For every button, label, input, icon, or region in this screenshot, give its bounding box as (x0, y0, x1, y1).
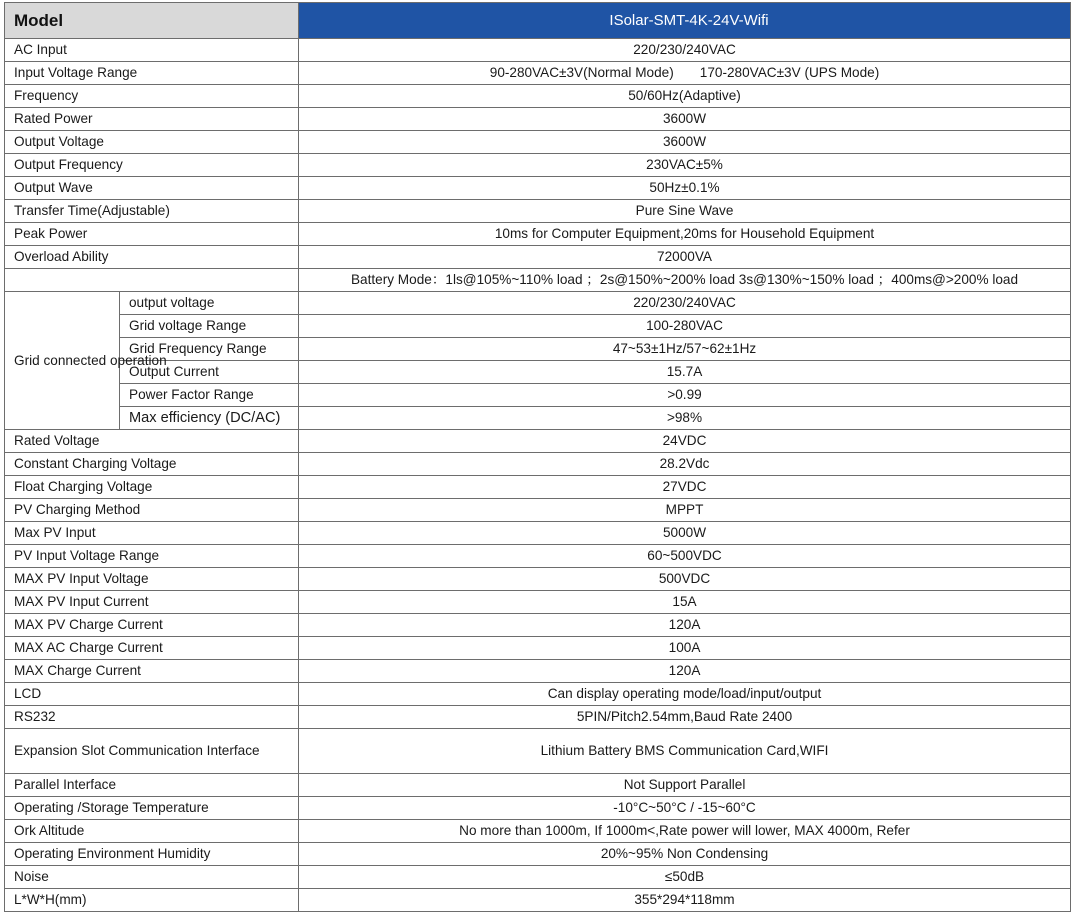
row-value: 10ms for Computer Equipment,20ms for Household Equipment (299, 223, 1071, 246)
row-label: Max PV Input (5, 522, 299, 545)
row-label: MAX Charge Current (5, 660, 299, 683)
grid-sub-value: 15.7A (299, 361, 1071, 384)
spec-row (5, 843, 1071, 866)
row-label: Frequency (5, 85, 299, 108)
grid-row (5, 384, 1071, 407)
row-value: 50Hz±0.1% (299, 177, 1071, 200)
row-label: PV Charging Method (5, 499, 299, 522)
row-value: 28.2Vdc (299, 453, 1071, 476)
row-value: 120A (299, 614, 1071, 637)
row-value: No more than 1000m, If 1000m<,Rate power will lower, MAX 4000m, Refer (299, 820, 1071, 843)
row-value: Not Support Parallel (299, 774, 1071, 797)
row-value: MPPT (299, 499, 1071, 522)
row-value: 3600W (299, 131, 1071, 154)
spec-row (5, 568, 1071, 591)
row-label: Rated Power (5, 108, 299, 131)
spec-row (5, 246, 1071, 269)
row-value: 60~500VDC (299, 545, 1071, 568)
row-label: MAX AC Charge Current (5, 637, 299, 660)
row-label: Peak Power (5, 223, 299, 246)
spec-row (5, 85, 1071, 108)
model-label: Model (5, 3, 299, 39)
row-value: 3600W (299, 108, 1071, 131)
grid-group-label: Grid connected operation (5, 292, 120, 430)
row-label: LCD (5, 683, 299, 706)
row-label: Rated Voltage (5, 430, 299, 453)
spec-row (5, 545, 1071, 568)
row-label: Operating /Storage Temperature (5, 797, 299, 820)
row-label: Expansion Slot Communication Interface (5, 729, 299, 774)
row-label: Output Voltage (5, 131, 299, 154)
spec-row (5, 614, 1071, 637)
row-value: Lithium Battery BMS Communication Card,WIFI (299, 729, 1071, 774)
spec-row (5, 797, 1071, 820)
grid-row (5, 361, 1071, 384)
grid-sub-label: Grid voltage Range (120, 315, 299, 338)
grid-row (5, 315, 1071, 338)
row-value: 72000VA (299, 246, 1071, 269)
spec-row (5, 499, 1071, 522)
row-label: Constant Charging Voltage (5, 453, 299, 476)
grid-sub-value: 100-280VAC (299, 315, 1071, 338)
row-label: Float Charging Voltage (5, 476, 299, 499)
grid-row (5, 407, 1071, 430)
model-value: ISolar-SMT-4K-24V-Wifi (299, 3, 1071, 39)
spec-row (5, 683, 1071, 706)
row-value: 5PIN/Pitch2.54mm,Baud Rate 2400 (299, 706, 1071, 729)
row-label: L*W*H(mm) (5, 889, 299, 912)
row-label: Output Wave (5, 177, 299, 200)
spec-row (5, 62, 1071, 85)
spec-row (5, 430, 1071, 453)
row-label (5, 269, 299, 292)
row-label: Parallel Interface (5, 774, 299, 797)
row-label: Noise (5, 866, 299, 889)
row-value: 15A (299, 591, 1071, 614)
grid-sub-label: Power Factor Range (120, 384, 299, 407)
row-value: Can display operating mode/load/input/output (299, 683, 1071, 706)
spec-row (5, 108, 1071, 131)
row-label: Output Frequency (5, 154, 299, 177)
spec-row (5, 591, 1071, 614)
row-value (299, 62, 1071, 85)
grid-sub-value: >0.99 (299, 384, 1071, 407)
spec-row (5, 774, 1071, 797)
row-label: Operating Environment Humidity (5, 843, 299, 866)
grid-sub-value: >98% (299, 407, 1071, 430)
row-label: PV Input Voltage Range (5, 545, 299, 568)
input-voltage-normal: 90-280VAC±3V(Normal Mode) (489, 65, 674, 81)
row-value: -10°C~50°C / -15~60°C (299, 797, 1071, 820)
row-label: Transfer Time(Adjustable) (5, 200, 299, 223)
row-value: 120A (299, 660, 1071, 683)
grid-sub-value: 220/230/240VAC (299, 292, 1071, 315)
row-value: 355*294*118mm (299, 889, 1071, 912)
spec-row (5, 154, 1071, 177)
spec-row (5, 177, 1071, 200)
row-value: 20%~95% Non Condensing (299, 843, 1071, 866)
spec-row (5, 269, 1071, 292)
spec-row (5, 223, 1071, 246)
row-value: 24VDC (299, 430, 1071, 453)
row-label: MAX PV Input Current (5, 591, 299, 614)
input-voltage-ups: 170-280VAC±3V (UPS Mode) (699, 65, 880, 81)
row-label: MAX PV Input Voltage (5, 568, 299, 591)
header-row (5, 3, 1071, 39)
row-label: RS232 (5, 706, 299, 729)
row-label: Overload Ability (5, 246, 299, 269)
row-value: 220/230/240VAC (299, 39, 1071, 62)
grid-sub-label: Grid Frequency Range (120, 338, 299, 361)
row-value: Battery Mode：1ls@105%~110% load ；2s@150%~200% load 3s@130%~150% load ；400ms@>200% load (299, 269, 1071, 292)
spec-table (4, 2, 1071, 912)
grid-sub-label: output voltage (120, 292, 299, 315)
spec-row (5, 660, 1071, 683)
spec-row (5, 476, 1071, 499)
spec-row (5, 889, 1071, 912)
spec-row (5, 820, 1071, 843)
grid-sub-value: 47~53±1Hz/57~62±1Hz (299, 338, 1071, 361)
spec-row (5, 706, 1071, 729)
grid-sub-label: Max efficiency (DC/AC) (120, 407, 299, 430)
spec-row (5, 522, 1071, 545)
spec-row (5, 637, 1071, 660)
spec-row (5, 131, 1071, 154)
spec-row (5, 866, 1071, 889)
row-label: AC Input (5, 39, 299, 62)
row-value: 230VAC±5% (299, 154, 1071, 177)
grid-sub-label: Output Current (120, 361, 299, 384)
row-label: Ork Altitude (5, 820, 299, 843)
row-label: MAX PV Charge Current (5, 614, 299, 637)
row-value: 5000W (299, 522, 1071, 545)
row-value: Pure Sine Wave (299, 200, 1071, 223)
row-value: 100A (299, 637, 1071, 660)
spec-row (5, 453, 1071, 476)
row-value: 50/60Hz(Adaptive) (299, 85, 1071, 108)
row-value: ≤50dB (299, 866, 1071, 889)
spec-row (5, 200, 1071, 223)
row-value: 27VDC (299, 476, 1071, 499)
row-label: Input Voltage Range (5, 62, 299, 85)
spec-row (5, 39, 1071, 62)
row-value: 500VDC (299, 568, 1071, 591)
spec-row (5, 729, 1071, 774)
grid-row (5, 292, 1071, 315)
